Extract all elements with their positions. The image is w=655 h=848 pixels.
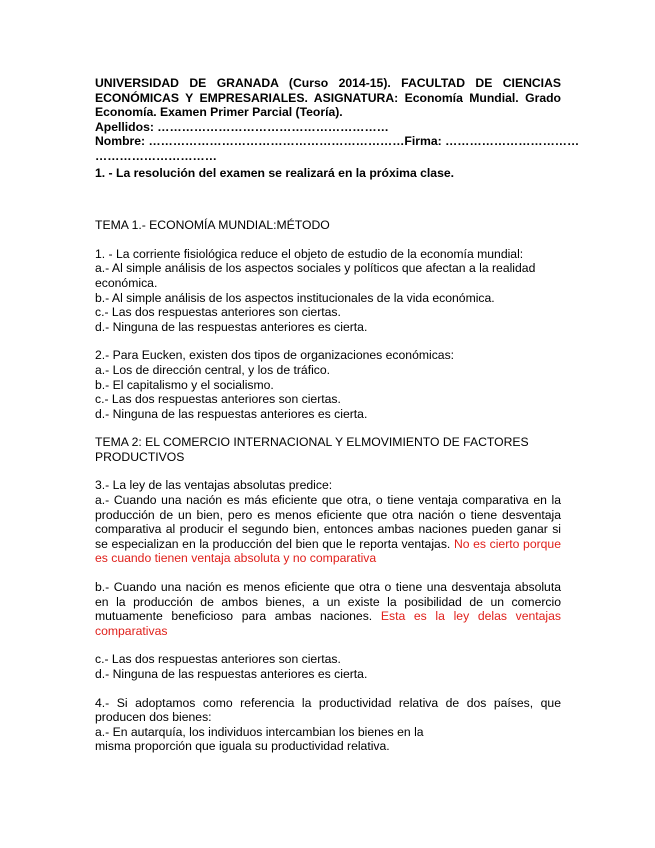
question-3-option-b-text: b.- Cuando una nación es menos eficiente que otra o tiene una desventaja absoluta en la producción de ambos bienes, a un existe la posibilidad de un comercio mutuamente beneficioso para ambas naciones. xyxy=(95,580,561,624)
question-1 xyxy=(95,247,561,335)
question-1-option-b: b.- Al simple análisis de los aspectos institucionales de la vida económica. xyxy=(95,290,495,305)
question-3-option-b-correction: Esta es la ley delas ventajas comparativas xyxy=(95,609,562,638)
question-2-option-b: b.- El capitalismo y el socialismo. xyxy=(95,377,274,392)
question-2-stem: 2.- Para Eucken, existen dos tipos de organizaciones económicas: xyxy=(95,348,455,363)
exam-note: 1. - La resolución del examen se realizará en la próxima clase. xyxy=(95,165,455,180)
question-4-stem: 4.- Si adoptamos como referencia la productividad relativa de dos países, que producen dos bienes: xyxy=(95,695,561,725)
question-4-option-a-line2: misma proporción que iguala su productividad relativa. xyxy=(95,739,390,754)
question-3 xyxy=(95,478,561,681)
nombre-field-continued: ………………………… xyxy=(95,148,217,163)
question-2-option-a: a.- Los de dirección central, y los de tráfico. xyxy=(95,362,331,377)
question-3-option-d: d.- Ninguna de las respuestas anteriores es cierta. xyxy=(95,667,368,681)
tema1-title: TEMA 1.- ECONOMÍA MUNDIAL:MÉTODO xyxy=(95,218,330,233)
tema2-title: TEMA 2: EL COMERCIO INTERNACIONAL Y ELMOVIMIENTO DE FACTORES PRODUCTIVOS xyxy=(95,435,529,464)
question-1-stem: 1. - La corriente fisiológica reduce el objeto de estudio de la economía mundial: xyxy=(95,246,524,261)
question-3-option-a-correction: No es cierto porque es cuando tienen ventaja absoluta y no comparativa xyxy=(95,536,561,566)
question-2-option-c: c.- Las dos respuestas anteriores son ciertas. xyxy=(95,392,341,407)
apellidos-field: Apellidos: ………………………………………………… xyxy=(95,119,389,134)
question-1-option-d: d.- Ninguna de las respuestas anteriores es cierta. xyxy=(95,319,368,334)
question-3-option-c: c.- Las dos respuestas anteriores son ciertas. xyxy=(95,652,341,667)
exam-page xyxy=(95,76,580,754)
question-3-option-a-text: a.- Cuando una nación es más eficiente que otra, o tiene ventaja comparativa en la producción de un bien, pero es menos eficiente que otra nación o tiene desventaja comparativa al producir el segundo bien, entonces ambas naciones pueden ganar si se especializan en la producción del bien que le reporta ventajas. xyxy=(95,493,561,551)
question-3-option-a xyxy=(95,493,561,566)
question-2 xyxy=(95,348,561,421)
question-4 xyxy=(95,696,561,754)
exam-header xyxy=(95,76,580,180)
header-title: UNIVERSIDAD DE GRANADA (Curso 2014-15). FACULTAD DE CIENCIAS ECONÓMICAS Y EMPRESARIALES. ASIGNATURA: Economía Mundial. Grado Economía. Examen Primer Parcial (Teoría). xyxy=(95,76,561,120)
question-4-option-a-line1: a.- En autarquía, los individuos intercambian los bienes en la xyxy=(95,724,424,739)
question-3-option-b xyxy=(95,580,561,638)
question-1-option-a: a.- Al simple análisis de los aspectos sociales y políticos que afectan a la realidad económica. xyxy=(95,261,536,290)
question-1-option-c: c.- Las dos respuestas anteriores son ciertas. xyxy=(95,305,341,320)
question-2-option-d: d.- Ninguna de las respuestas anteriores es cierta. xyxy=(95,406,368,421)
question-3-stem: 3.- La ley de las ventajas absolutas predice: xyxy=(95,478,333,493)
nombre-firma-field: Nombre: ………………………………………………………Firma: …………………………… xyxy=(95,134,580,149)
